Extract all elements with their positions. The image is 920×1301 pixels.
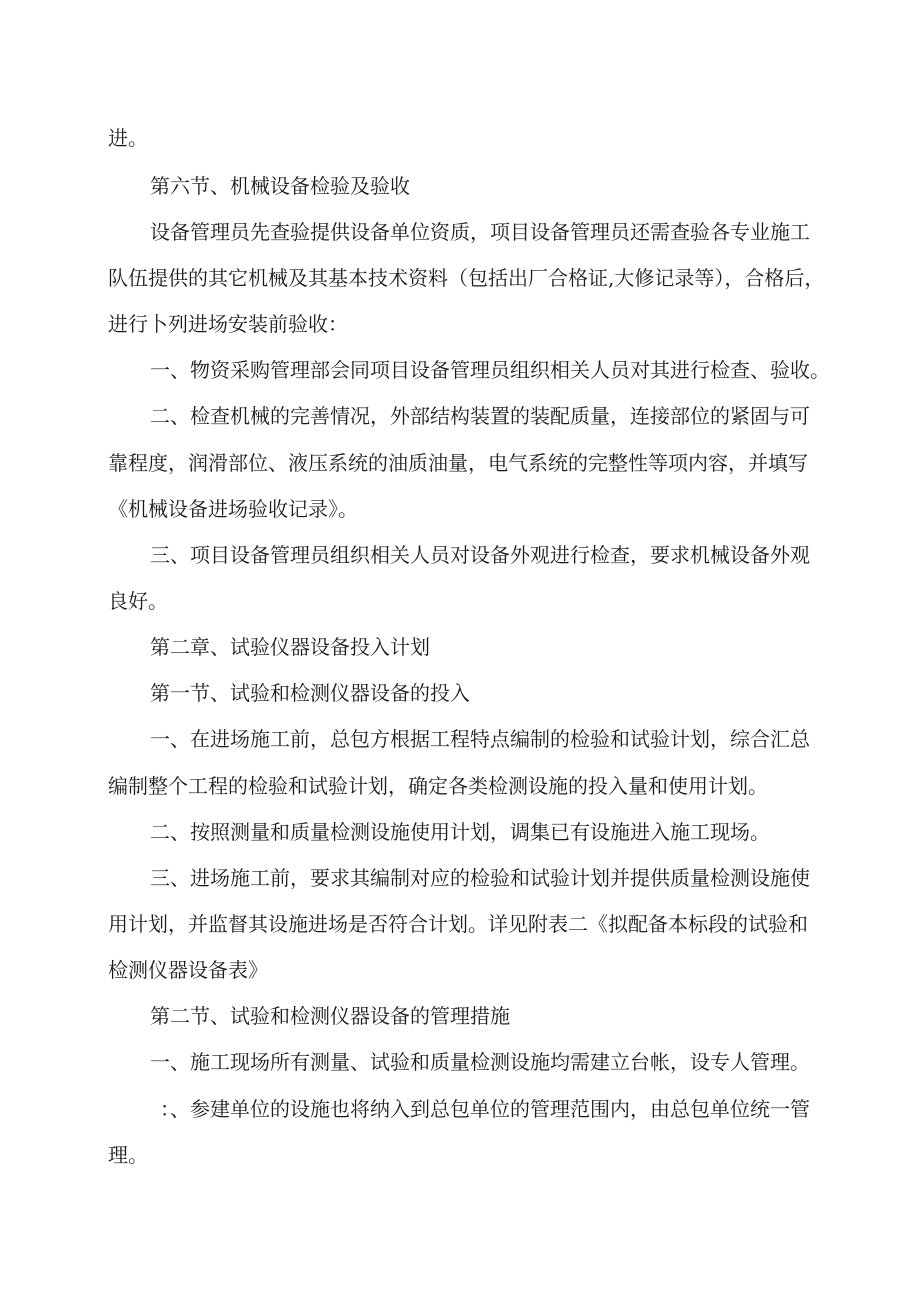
paragraph-line: 一、物资采购管理部会同项目设备管理员组织相关人员对其进行检查、验收。: [150, 358, 830, 382]
paragraph-line: 三、进场施工前，要求其编制对应的检验和试验计划并提供质量检测设施使: [150, 866, 810, 890]
text-line: 进。: [108, 126, 148, 150]
paragraph-line: ：、参建单位的设施也将纳入到总包单位的管理范围内，由总包单位统一管: [160, 1097, 810, 1121]
paragraph-line: 进行卜列进场安装前验收：: [108, 312, 348, 336]
paragraph-line: 良好。: [108, 589, 168, 613]
paragraph-line: 一、在进场施工前，总包方根据工程特点编制的检验和试验计划，综合汇总: [150, 727, 810, 751]
section-heading: 第二节、试验和检测仪器设备的管理措施: [150, 1004, 510, 1028]
paragraph-line: 用计划，并监督其设施进场是否符合计划。详见附表二《拟配备本标段的试验和: [108, 912, 808, 936]
paragraph-line: 编制整个工程的检验和试验计划，确定各类检测设施的投入量和使用计划。: [108, 774, 768, 798]
paragraph-line: 三、项目设备管理员组织相关人员对设备外观进行检查，要求机械设备外观: [150, 543, 810, 567]
paragraph-line: 二、检查机械的完善情况，外部结构装置的装配质量，连接部位的紧固与可: [150, 404, 810, 428]
paragraph-line: 靠程度，润滑部位、液压系统的油质油量，电气系统的完整性等项内容，并填写: [108, 451, 808, 475]
paragraph-line: 队伍提供的其它机械及其基本技术资料（包括出厂合格证,大修记录等），合格后，: [108, 266, 825, 290]
section-heading: 第一节、试验和检测仪器设备的投入: [150, 681, 470, 705]
chapter-heading: 第二章、试验仪器设备投入计划: [150, 635, 430, 659]
paragraph-line: 理。: [108, 1143, 148, 1167]
paragraph-line: 检测仪器设备表》: [108, 958, 268, 982]
paragraph-line: 一、施工现场所有测量、试验和质量检测设施均需建立台帐，设专人管理。: [150, 1050, 810, 1074]
paragraph-line: 《机械设备进场验收记录》。: [108, 497, 358, 521]
paragraph-line: 二、按照测量和质量检测设施使用计划，调集已有设施进入施工现场。: [150, 820, 770, 844]
paragraph-line: 设备管理员先查验提供设备单位资质，项目设备管理员还需查验各专业施工: [150, 220, 810, 244]
section-heading: 第六节、机械设备检验及验收: [150, 174, 410, 198]
